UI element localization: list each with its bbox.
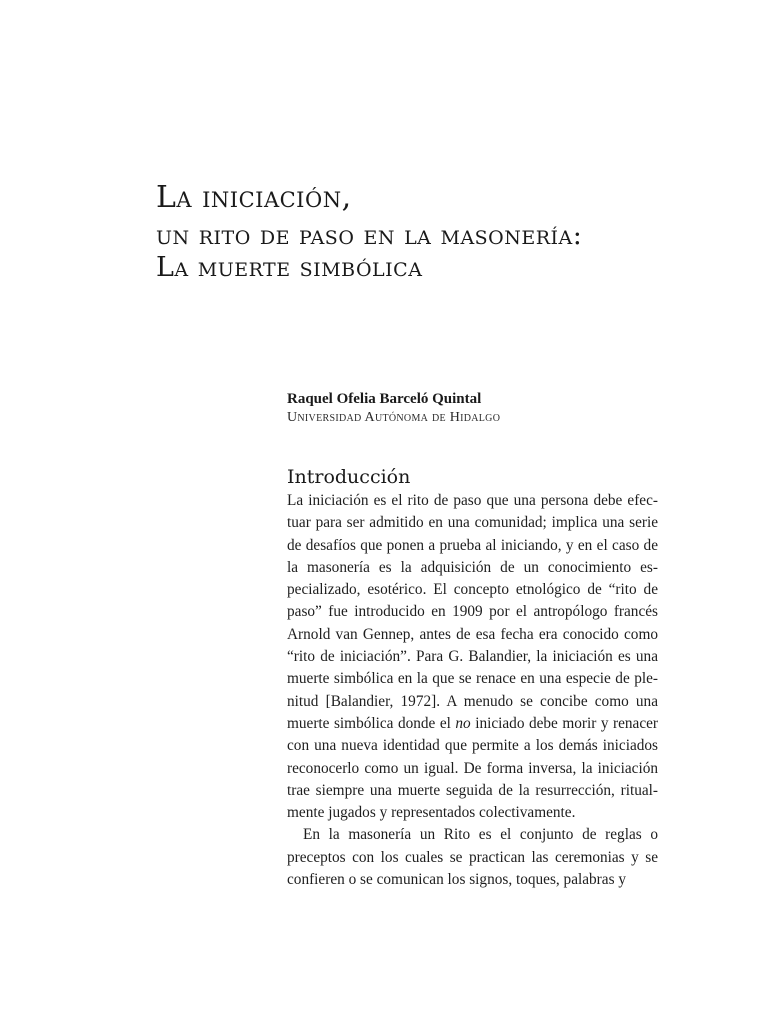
article-title (156, 180, 676, 284)
author-block (287, 390, 667, 426)
paragraph-2: En la masonería un Rito es el conjunto de reglas o preceptos con los cuales se practican las ceremonias y se confieren o se comunican los signos, toques, palabras y (287, 826, 658, 889)
paragraph-1 (287, 490, 658, 824)
title-line-3: La muerte simbólica (156, 252, 423, 283)
title-line-1: La iniciación, (156, 180, 352, 215)
title-line-2: un rito de paso en la masonería: (156, 220, 583, 251)
author-name: Raquel Ofelia Barceló Quintal (287, 391, 482, 407)
introduction-section (287, 462, 658, 891)
paragraph-1-emphasis: no (455, 714, 471, 732)
paragraph-1-text-a: La iniciación es el rito de paso que una persona debe efectuar para ser admitido en una comunidad; implica una serie de desafíos que ponen a prueba al iniciando, y en el caso de la masonería es la adquisición de un conocimiento especializado, esotérico. El concepto etnológico de “rito de paso” fue introducido en 1909 por el antropólogo francés Arnold van Gennep, antes de esa fecha era conocido como “rito de iniciación”. Para G. Balandier, la iniciación es una muerte simbólica en la que se renace en una especie de plenitud [Balandier, 1972]. A menudo se concibe como una muerte simbólica donde el (287, 492, 658, 732)
author-affiliation: Universidad Autónoma de Hidalgo (287, 410, 501, 425)
paragraph-1-text-b: iniciado debe morir y renacer con una nueva identidad que permite a los demás iniciados reconocerlo como un igual. De forma inversa, la iniciación trae siempre una muerte seguida de la resurrección, ritualmente jugados y representados colectivamente. (287, 714, 658, 822)
section-heading: Introducción (287, 466, 411, 488)
